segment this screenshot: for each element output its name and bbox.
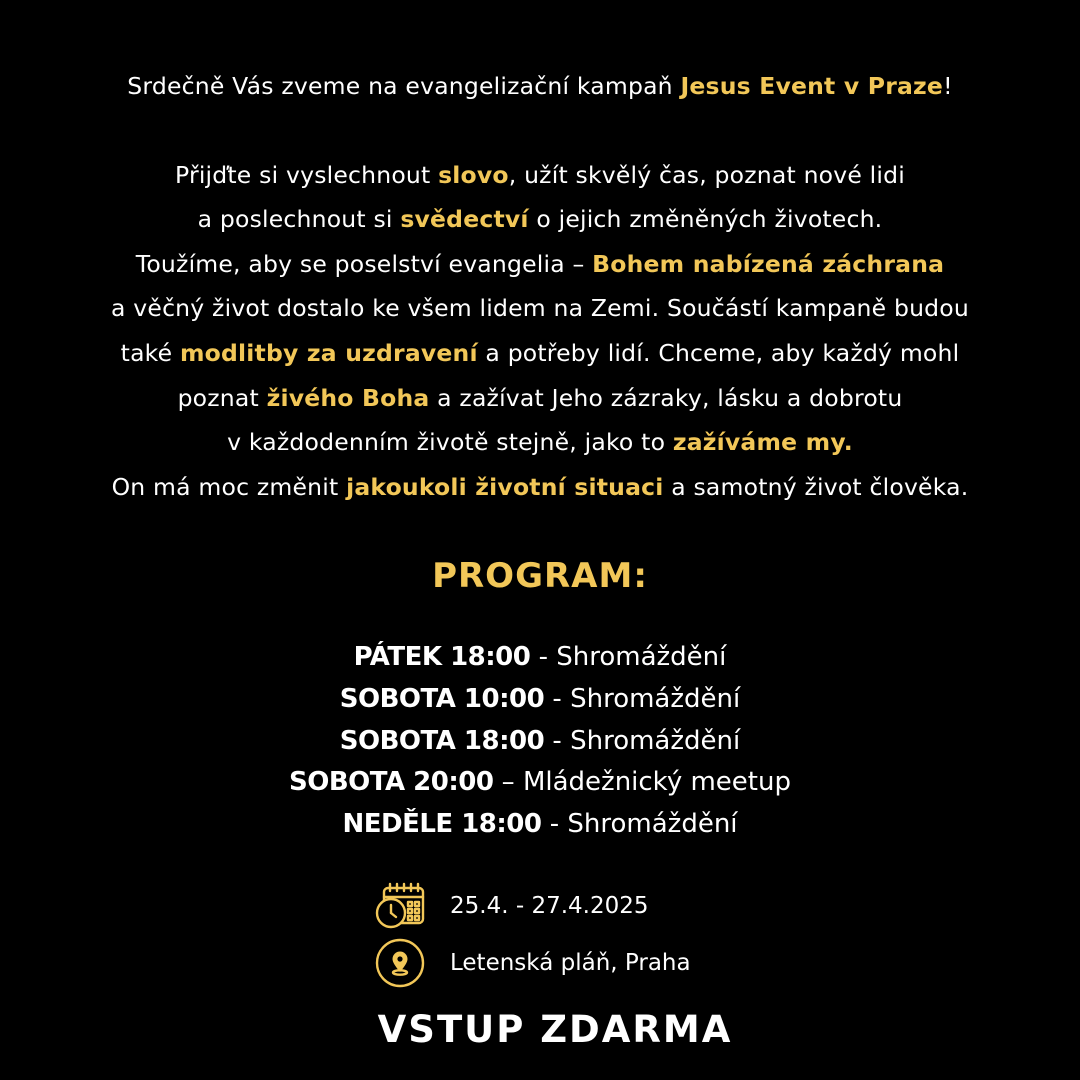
event-date: 25.4. - 27.4.2025 <box>450 893 649 919</box>
intro-line-1: Srdečně Vás zveme na evangelizační kampaň Jesus Event v Praze! <box>127 72 953 100</box>
schedule-item: PÁTEK 18:00 - Shromáždění <box>353 642 727 672</box>
highlight-ziveho-boha: živého Boha <box>266 383 430 412</box>
highlight-modlitby: modlitby za uzdravení <box>179 338 478 367</box>
highlight-zachrana: Bohem nabízená záchrana <box>592 249 945 278</box>
event-date-row <box>374 880 649 932</box>
intro-line-9: On má moc změnit jakoukoli životní situaci a samotný život člověka. <box>111 472 969 501</box>
schedule-item: SOBOTA 18:00 - Shromáždění <box>339 725 741 756</box>
calendar-clock-icon <box>374 880 426 932</box>
highlight-slovo: slovo <box>438 160 509 189</box>
free-entry: VSTUP ZDARMA <box>377 1008 733 1051</box>
schedule-item: SOBOTA 10:00 - Shromáždění <box>339 683 741 714</box>
program-title: PROGRAM: <box>432 556 648 596</box>
intro-line-8: v každodenním životě stejně, jako to zažíváme my. <box>227 428 853 457</box>
highlight-situaci: jakoukoli životní situaci <box>346 472 664 501</box>
intro-line-2: Přijďte si vyslechnout slovo, užít skvělý čas, poznat nové lidi <box>175 160 905 189</box>
event-place-row <box>374 937 691 989</box>
location-pin-icon <box>374 937 426 989</box>
highlight-event-name: Jesus Event v Praze <box>680 72 944 100</box>
schedule-item: NEDĚLE 18:00 - Shromáždění <box>342 809 738 840</box>
event-place: Letenská pláň, Praha <box>450 950 691 976</box>
intro-line-5: a věčný život dostalo ke všem lidem na Zemi. Součástí kampaně budou <box>111 294 969 323</box>
highlight-zazivame: zažíváme my. <box>672 428 853 457</box>
intro-line-7: poznat živého Boha a zažívat Jeho zázraky, lásku a dobrotu <box>177 383 903 412</box>
program-schedule <box>0 637 1080 846</box>
intro-text <box>0 64 1080 509</box>
intro-line-6: také modlitby za uzdravení a potřeby lidí. Chceme, aby každý mohl <box>120 338 960 367</box>
schedule-item: SOBOTA 20:00 – Mládežnický meetup <box>289 767 791 798</box>
highlight-svedectvi: svědectví <box>400 205 529 234</box>
intro-line-4: Toužíme, aby se poselství evangelia – Bohem nabízená záchrana <box>135 249 945 278</box>
intro-line-3: a poslechnout si svědectví o jejich změněných životech. <box>197 205 883 234</box>
